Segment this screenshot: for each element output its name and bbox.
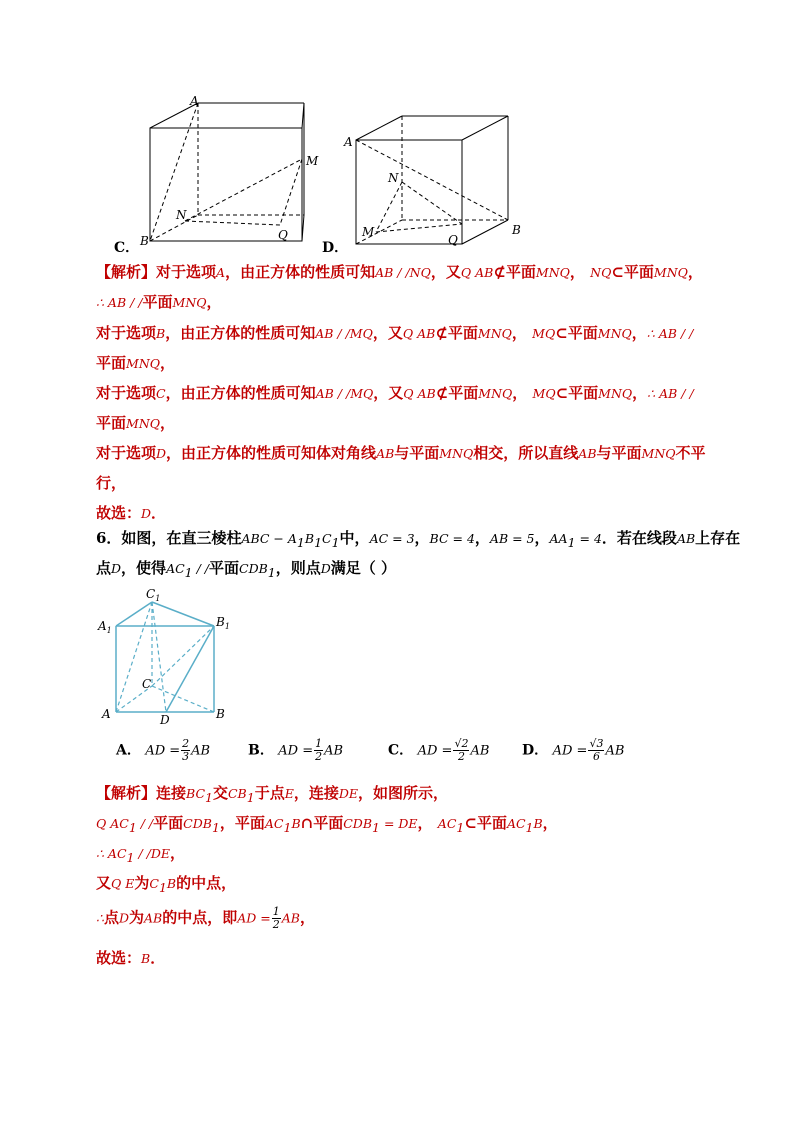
analysis-tag: 【解析】 — [96, 263, 157, 281]
question6-line2: 点D，使得$AC_1$ / /平面$CDB_1$，则点D满足（ ） — [96, 559, 397, 580]
analysis2-line3: ∴ $AC_1 / /DE$， — [96, 844, 186, 865]
cube-c-drawing — [110, 95, 330, 255]
label-n: N — [176, 208, 187, 222]
analysis1-line6: 平面MNQ， — [96, 414, 176, 432]
analysis1-line3: 对于选项B，由正方体的性质可知AB / /MQ，又Q AB⊄平面MNQ， MQ⊂平面MNQ，∴ AB / / — [96, 324, 694, 342]
label-a: A — [102, 707, 111, 721]
option-a[interactable]: A． AD = $\frac{2}{3}$ AB — [116, 737, 211, 763]
label-b: B — [140, 234, 149, 248]
label-c: C — [142, 677, 152, 691]
label-b: B — [512, 223, 521, 237]
label-q: Q — [278, 228, 288, 242]
cube-d-drawing — [340, 110, 530, 250]
analysis2-line5: ∴点D为AB的中点，即AD = $\frac{1}{2}$ AB， — [96, 905, 315, 931]
label-m: M — [306, 154, 319, 168]
label-d: D — [160, 713, 170, 727]
analysis1-line8: 行， — [96, 474, 127, 492]
analysis1-line1: 【解析】对于选项A，由正方体的性质可知AB / /NQ，又Q AB⊄平面MNQ， NQ⊂平面MNQ， — [96, 263, 703, 281]
label-c1: $C_1$ — [146, 587, 161, 603]
label-q: Q — [448, 233, 458, 247]
label-b1: $B_1$ — [216, 615, 230, 631]
option-d[interactable]: D． AD = $\frac{√3}{6}$ AB — [522, 737, 625, 763]
analysis1-answer: 故选：D． — [96, 504, 167, 522]
option-b[interactable]: B． AD = $\frac{1}{2}$ AB — [248, 737, 344, 763]
figure-c-label: C． — [114, 240, 140, 256]
label-b: B — [216, 707, 225, 721]
label-m: M — [362, 225, 375, 239]
analysis2-answer: 故选：B． — [96, 949, 166, 967]
label-a: A — [190, 94, 199, 108]
question6-line1: 6．如图，在直三棱柱ABC − $A_1B_1C_1$中，AC = 3，BC = 4，AB = 5，$AA_1 = 4$．若在线段AB上存在 — [96, 529, 741, 550]
option-c[interactable]: C． AD = $\frac{√2}{2}$ AB — [388, 737, 490, 763]
analysis2-line1: 【解析】连接$BC_1$交$CB_1$于点E，连接DE，如图所示， — [96, 784, 449, 805]
analysis1-line7: 对于选项D，由正方体的性质可知体对角线AB与平面MNQ相交，所以直线AB与平面MNQ不平 — [96, 444, 706, 462]
figure-d-cube — [340, 110, 530, 254]
label-a1: $A_1$ — [98, 619, 112, 635]
analysis-tag: 【解析】 — [96, 784, 157, 802]
figure-c-cube — [110, 95, 330, 259]
prism-drawing — [96, 586, 246, 726]
analysis1-line2: ∴ AB / /平面MNQ， — [96, 293, 222, 311]
label-n: N — [388, 171, 399, 185]
analysis2-line4: 又Q E为$C_1B$的中点， — [96, 874, 237, 895]
analysis1-line5: 对于选项C，由正方体的性质可知AB / /MQ，又Q AB⊄平面MNQ， MQ⊂平面MNQ，∴ AB / / — [96, 384, 694, 402]
prism-figure — [96, 586, 246, 730]
analysis2-line2: Q $AC_1$ / /平面$CDB_1$，平面$AC_1B\cap$平面$CDB_1$ = DE， $AC_1\subset$平面$AC_1B$， — [96, 814, 558, 835]
figure-d-label: D． — [322, 240, 349, 256]
analysis1-line4: 平面MNQ， — [96, 354, 176, 372]
label-a: A — [344, 135, 353, 149]
